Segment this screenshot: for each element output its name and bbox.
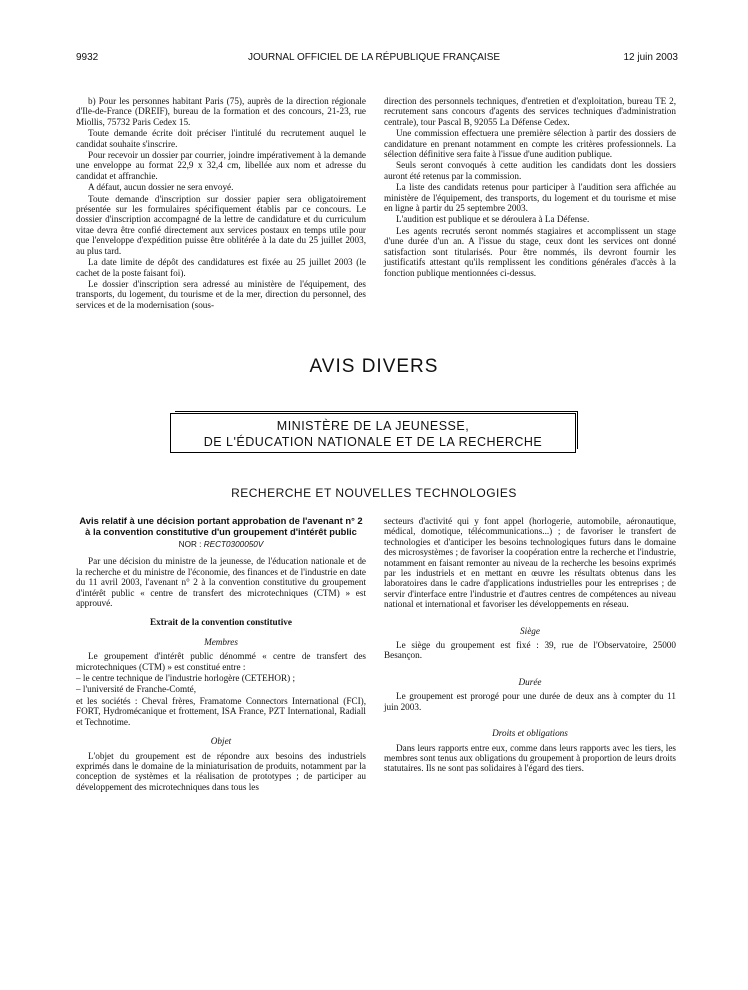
- paragraph: b) Pour les personnes habitant Paris (75), auprès de la direction régionale d'Ile-de-France (DREIF), bureau de la formation et des concours, 21-23, rue Miollis, 75732 Paris Cedex 15.: [76, 96, 366, 127]
- paragraph: Seuls seront convoqués à cette audition les candidats dont les dossiers auront été retenus par la commission.: [384, 160, 676, 181]
- ministry-line-1: MINISTÈRE DE LA JEUNESSE,: [276, 419, 470, 433]
- journal-title: JOURNAL OFFICIEL DE LA RÉPUBLIQUE FRANÇAISE: [247, 52, 501, 63]
- membres-heading: Membres: [204, 636, 238, 647]
- avis-divers-heading: AVIS DIVERS: [309, 356, 439, 377]
- paragraph: Le dossier d'inscription sera adressé au ministère de l'équipement, des transports, du logement, du tourisme et de la mer, direction du personnel, des services et de la modernisation (sous-: [76, 278, 366, 310]
- paragraph: et les sociétés : Cheval frères, Framatome Connectors International (FCI), FORT, Hydromécanique et frottement, ISA France, PZT International, Radiall et Technotime.: [76, 695, 366, 727]
- paragraph: Les agents recrutés seront nommés stagiaires et accomplissent un stage d'une durée d'un an. A l'issue du stage, ceux dont les services ont donné satisfaction sont titularisés. Pour être nommés, ils devront fournir les justificatifs attestant qu'ils remplissent les conditions générales d'accès à la fonction publique mentionnées ci-dessus.: [384, 225, 676, 278]
- duree-heading: Durée: [518, 676, 542, 687]
- nor-value: RECT0300050V: [203, 540, 264, 549]
- objet-heading: Objet: [210, 736, 232, 747]
- nor-reference: [76, 540, 366, 550]
- paragraph: Toute demande écrite doit préciser l'intitulé du recrutement auquel le candidat souhaite s'inscrire.: [76, 128, 366, 149]
- section-title: RECHERCHE ET NOUVELLES TECHNOLOGIES: [231, 486, 517, 500]
- paragraph: secteurs d'activité qui y font appel (horlogerie, automobile, aéronautique, médical, domotique, télécommunications...) ; de favoriser le transfert de technologies et d'anticiper les besoins technologiques futurs dans le domaine des microsystèmes ; de favoriser la coopération entre la recherche et l'industrie, notamment en faisant remonter au niveau de la recherche les besoins exprimés par les industriels et en mettant en œuvre les résultats obtenus dans les laboratoires dans le cadre d'applications industrielles pour les entreprises ; de servir d'interface entre l'industrie et d'autres centres de compétences au niveau national et international et favoriser les développements en réseau.: [384, 516, 676, 610]
- paragraph: A défaut, aucun dossier ne sera envoyé.: [88, 182, 234, 193]
- top-left-column: [76, 96, 366, 311]
- article-title: Avis relatif à une décision portant approbation de l'avenant n° 2 à la convention constitutive d'un groupement d'intérêt public: [79, 515, 363, 537]
- nor-label: NOR :: [178, 540, 202, 549]
- ministry-box: [170, 413, 576, 453]
- paragraph: Le groupement est prorogé pour une durée de deux ans à compter du 11 juin 2003.: [384, 691, 676, 712]
- paragraph: Le groupement d'intérêt public dénommé « centre de transfert des microtechniques (CTM) » est constitué entre :: [76, 651, 366, 672]
- issue-date: 12 juin 2003: [623, 52, 678, 63]
- paragraph: Une commission effectuera une première sélection à partir des dossiers de candidature en prenant notamment en compte les critères professionnels. La sélection définitive sera faite à l'issue d'une audition publique.: [384, 128, 676, 160]
- paragraph: Dans leurs rapports entre eux, comme dans leurs rapports avec les tiers, les membres sont tenus aux obligations du groupement à proportion de leurs droits statutaires. Ils ne sont pas solidaires à l'égard des tiers.: [384, 742, 676, 774]
- ministry-line-2: DE L'ÉDUCATION NATIONALE ET DE LA RECHERCHE: [203, 435, 543, 449]
- paragraph: Pour recevoir un dossier par courrier, joindre impérativement à la demande une enveloppe au format 22,9 x 32,4 cm, libellée aux nom et adresse du candidat et affranchie.: [76, 150, 366, 181]
- paragraph: L'objet du groupement est de répondre aux besoins des industriels exprimés dans le domaine de la miniaturisation de produits, notamment par la conception de systèmes et la réalisation de prototypes ; de participer au développement des microtechniques dans tous les: [76, 750, 366, 792]
- extract-heading: Extrait de la convention constitutive: [150, 617, 292, 628]
- paragraph: direction des personnels techniques, d'entretien et d'exploitation, bureau TE 2, recrutement sans concours d'agents des services techniques d'administration centrale), tour Pascal B, 92055 La Défense Cedex.: [384, 96, 676, 127]
- siege-heading: Siège: [520, 625, 540, 636]
- paragraph: Toute demande d'inscription sur dossier papier sera obligatoirement présentée sur les formulaires spécifiquement établis par ce concours. Le dossier d'inscription accompagné de la lettre de candidature et du curriculum vitae devra être confié directement aux services postaux en temps utile pour que l'enveloppe d'expédition puisse être oblitérée à la date du 25 juillet 2003, au plus tard.: [76, 193, 366, 256]
- list-item: – le centre technique de l'industrie horlogère (CETEHOR) ;: [76, 673, 296, 684]
- page-number: 9932: [76, 52, 99, 63]
- paragraph: La date limite de dépôt des candidatures est fixée au 25 juillet 2003 (le cachet de la poste faisant foi).: [76, 257, 366, 278]
- list-item: – l'université de Franche-Comté,: [76, 684, 197, 695]
- droits-heading: Droits et obligations: [492, 728, 568, 739]
- paragraph: L'audition est publique et se déroulera à La Défense.: [396, 214, 590, 225]
- paragraph: Par une décision du ministre de la jeunesse, de l'éducation nationale et de la recherche et du ministre de l'économie, des finances et de l'industrie en date du 11 avril 2003, l'avenant n° 2 à la convention constitutive du groupement d'intérêt public « centre de transfert des microtechniques (CTM) » est approuvé.: [76, 556, 366, 609]
- bottom-right-column: [384, 516, 676, 775]
- top-right-column: [384, 96, 676, 279]
- paragraph: Le siège du groupement est fixé : 39, rue de l'Observatoire, 25000 Besançon.: [384, 640, 676, 661]
- bottom-left-column: [76, 516, 366, 793]
- paragraph: La liste des candidats retenus pour participer à l'audition sera affichée au ministère de l'équipement, des transports, du logement et du tourisme et mise en ligne à partir du 25 septembre 2003.: [384, 182, 676, 214]
